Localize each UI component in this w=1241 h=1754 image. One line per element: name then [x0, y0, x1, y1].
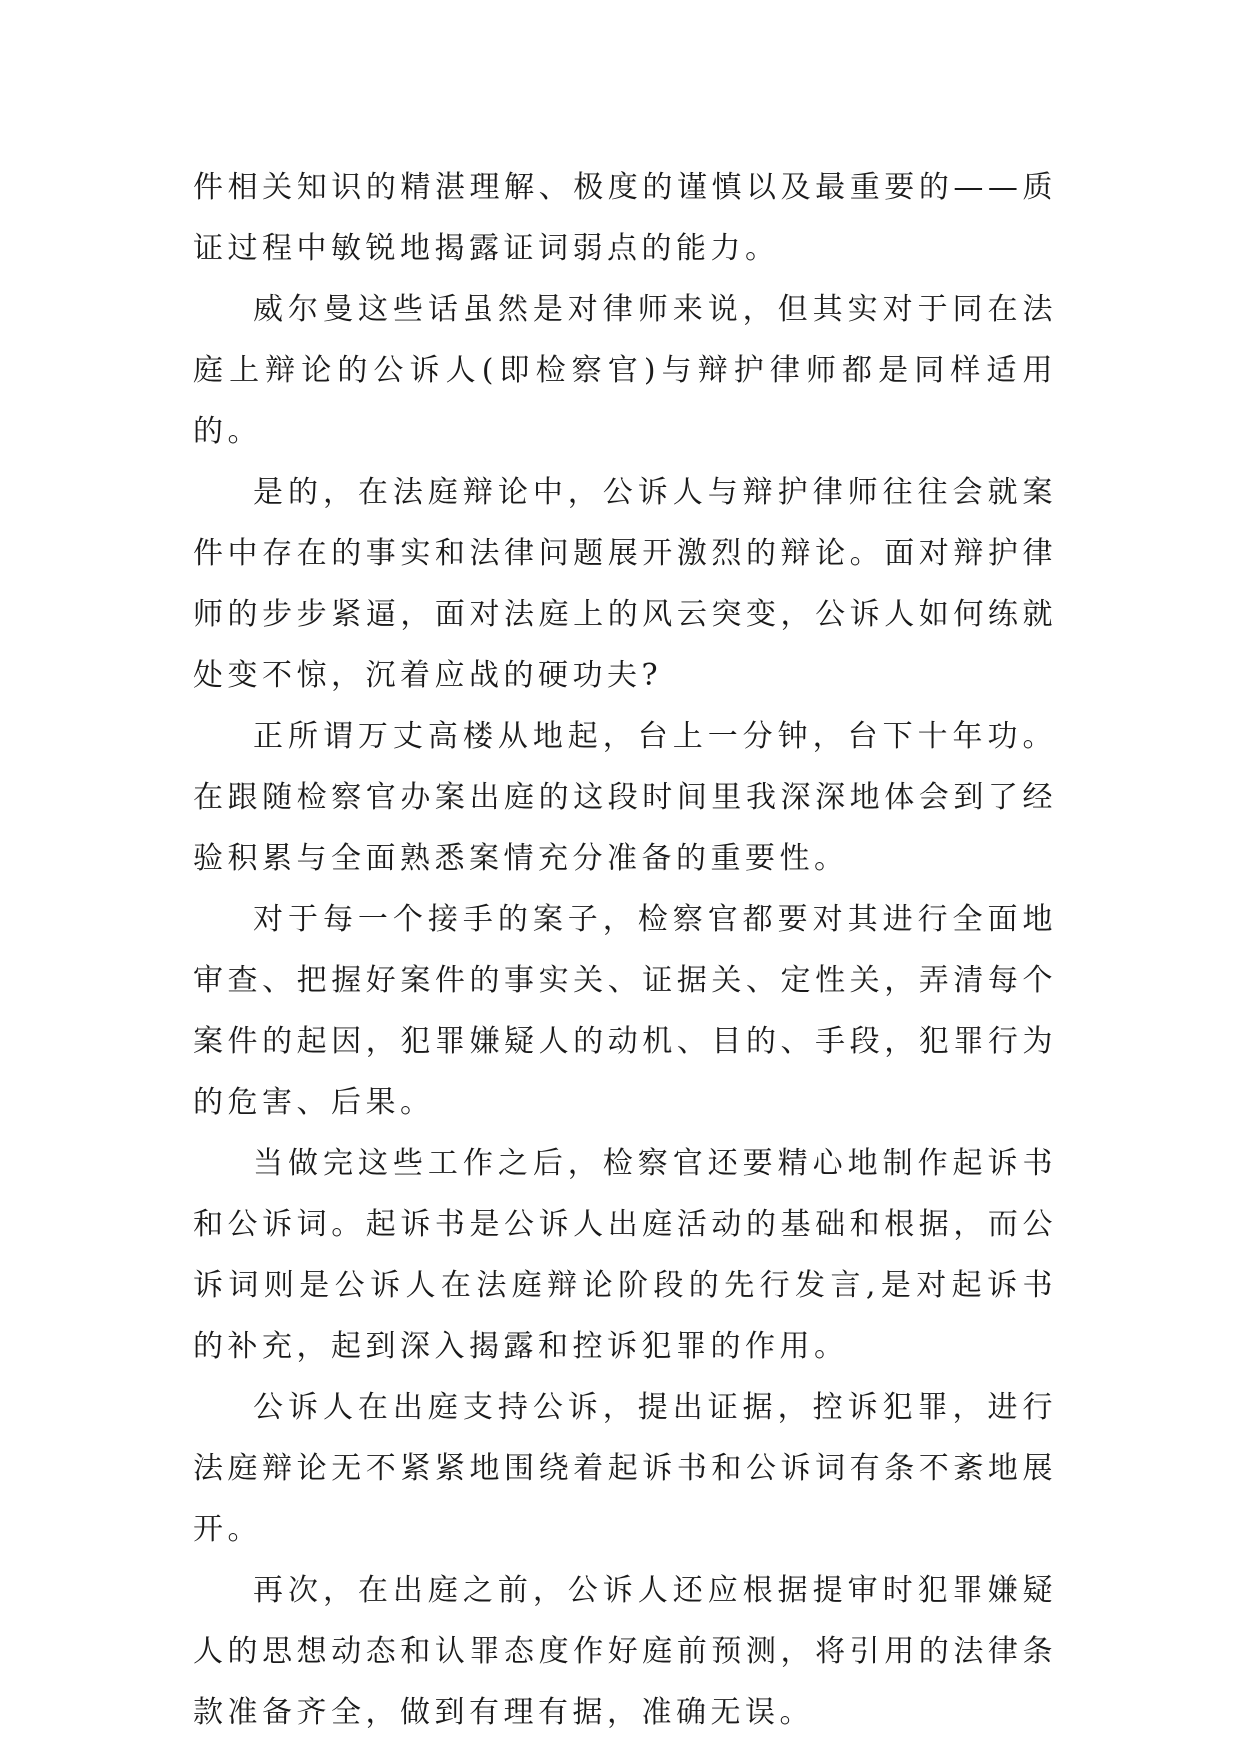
paragraph-1: 件相关知识的精湛理解、极度的谨慎以及最重要的——质证过程中敏锐地揭露证词弱点的能力。 — [193, 170, 1057, 266]
paragraph-3: 是的，在法庭辩论中，公诉人与辩护律师往往会就案件中存在的事实和法律问题展开激烈的辩论。面对辩护律师的步步紧逼，面对法庭上的风云突变，公诉人如何练就处变不惊，沉着应战的硬功夫? — [193, 475, 1057, 693]
paragraph-7: 公诉人在出庭支持公诉，提出证据，控诉犯罪，进行法庭辩论无不紧紧地围绕着起诉书和公诉词有条不紊地展开。 — [193, 1390, 1057, 1547]
paragraph-6: 当做完这些工作之后，检察官还要精心地制作起诉书和公诉词。起诉书是公诉人出庭活动的基础和根据，而公诉词则是公诉人在法庭辩论阶段的先行发言,是对起诉书的补充，起到深入揭露和控诉犯罪的作用。 — [193, 1146, 1057, 1364]
paragraph-5: 对于每一个接手的案子，检察官都要对其进行全面地审查、把握好案件的事实关、证据关、定性关，弄清每个案件的起因，犯罪嫌疑人的动机、目的、手段，犯罪行为的危害、后果。 — [193, 902, 1057, 1120]
paragraph-8: 再次，在出庭之前，公诉人还应根据提审时犯罪嫌疑人的思想动态和认罪态度作好庭前预测，将引用的法律条款准备齐全，做到有理有据，准确无误。 — [193, 1573, 1057, 1730]
paragraph-2: 威尔曼这些话虽然是对律师来说，但其实对于同在法庭上辩论的公诉人(即检察官)与辩护律师都是同样适用的。 — [193, 292, 1057, 449]
paragraph-4: 正所谓万丈高楼从地起，台上一分钟，台下十年功。在跟随检察官办案出庭的这段时间里我深深地体会到了经验积累与全面熟悉案情充分准备的重要性。 — [193, 719, 1057, 876]
document-body — [193, 157, 1057, 1743]
